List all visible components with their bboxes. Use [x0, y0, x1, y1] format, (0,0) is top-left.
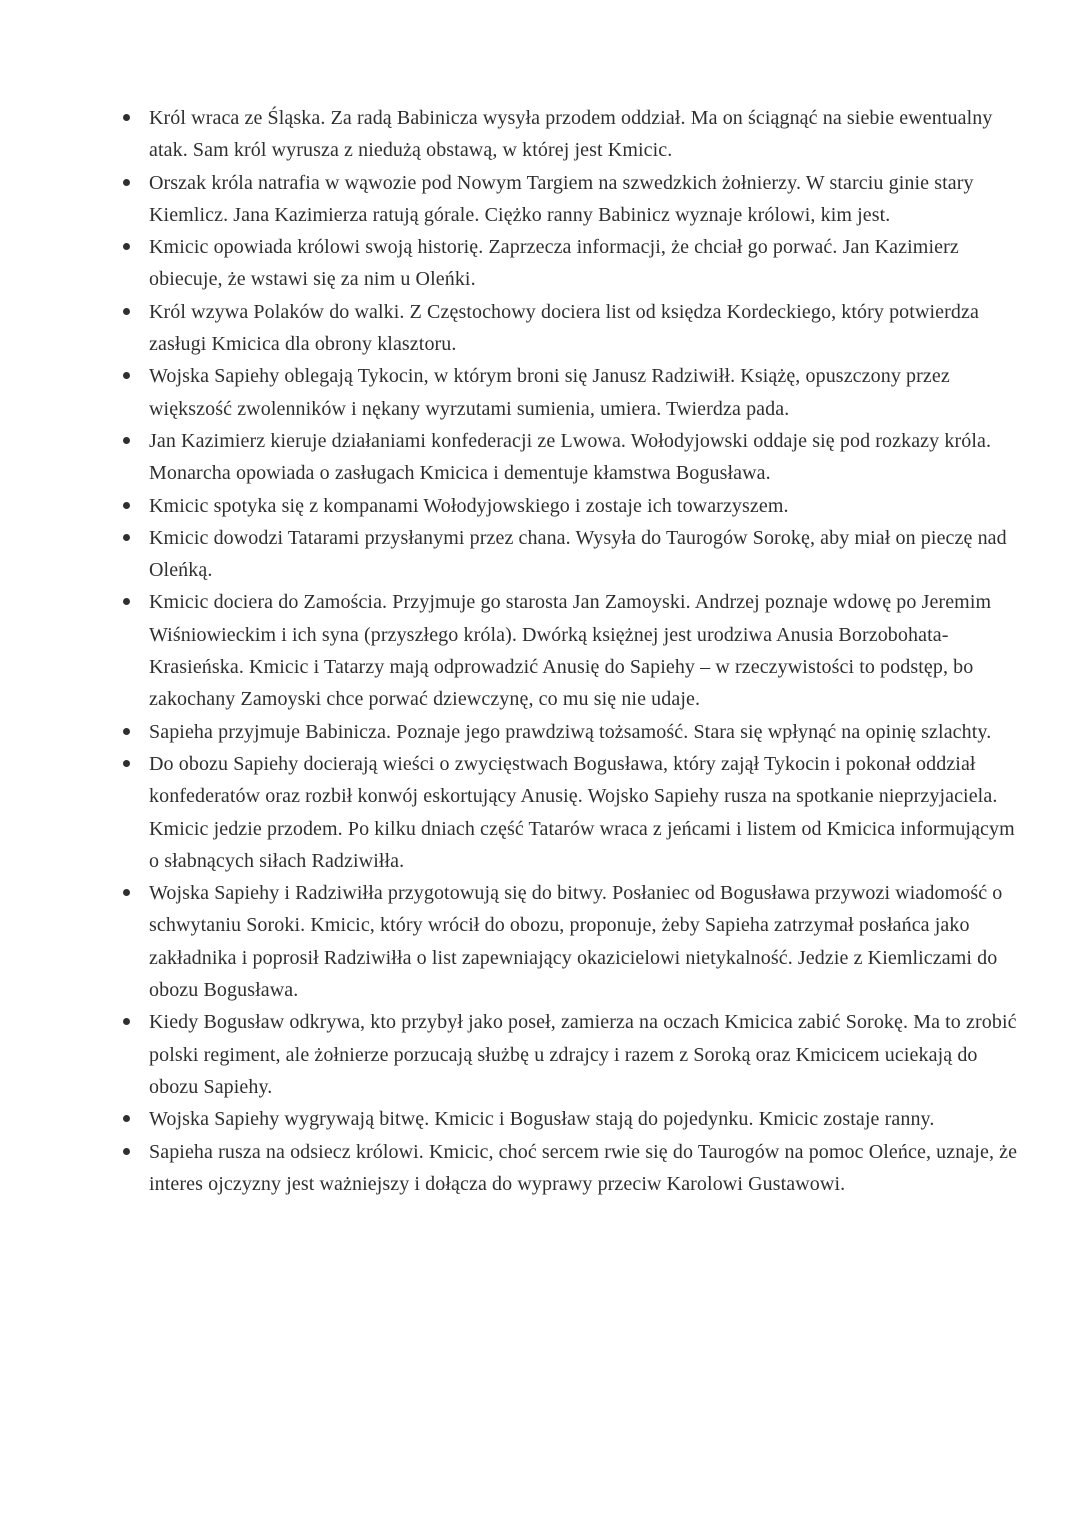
list-item — [122, 231, 1018, 296]
bullet-icon — [123, 728, 130, 735]
bullet-icon — [123, 243, 130, 250]
list-item-text: Sapieha przyjmuje Babinicza. Poznaje jego prawdziwą tożsamość. Stara się wpłynąć na opinię szlachty. — [149, 720, 992, 743]
list-item-text: Kmicic dowodzi Tatarami przysłanymi przez chana. Wysyła do Taurogów Sorokę, aby miał on pieczę nad Oleńką. — [149, 526, 1007, 582]
list-item-text: Orszak króla natrafia w wąwozie pod Nowym Targiem na szwedzkich żołnierzy. W starciu ginie stary Kiemlicz. Jana Kazimierza ratują górale. Ciężko ranny Babinicz wyznaje królowi, kim jest. — [149, 171, 974, 226]
list-item — [122, 102, 1018, 167]
list-item — [122, 716, 1018, 748]
list-item — [122, 586, 1018, 715]
list-item-text: Król wzywa Polaków do walki. Z Częstochowy dociera list od księdza Kordeckiego, który potwierdza zasługi Kmicica dla obrony klasztoru. — [149, 300, 979, 356]
list-item — [122, 167, 1018, 232]
list-item-text: Jan Kazimierz kieruje działaniami konfederacji ze Lwowa. Wołodyjowski oddaje się pod rozkazy króla. Monarcha opowiada o zasługach Kmicica i dementuje kłamstwa Bogusława. — [149, 429, 992, 485]
list-item — [122, 490, 1018, 522]
list-item — [122, 425, 1018, 490]
list-item-text: Wojska Sapiehy oblegają Tykocin, w którym broni się Janusz Radziwiłł. Książę, opuszczony przez większość zwolenników i nękany wyrzutami sumienia, umiera. Twierdza pada. — [149, 365, 950, 420]
list-item — [122, 1006, 1018, 1103]
bullet-icon — [123, 534, 130, 541]
bullet-icon — [123, 308, 130, 315]
list-item-text: Kmicic spotyka się z kompanami Wołodyjowskiego i zostaje ich towarzyszem. — [149, 494, 789, 517]
bullet-icon — [123, 889, 130, 896]
list-item-text: Wojska Sapiehy wygrywają bitwę. Kmicic i Bogusław stają do pojedynku. Kmicic zostaje ranny. — [149, 1108, 935, 1131]
list-item — [122, 1136, 1018, 1201]
list-item — [122, 877, 1018, 1006]
bullet-icon — [123, 1115, 130, 1122]
bullet-icon — [123, 179, 130, 186]
bullet-icon — [123, 598, 130, 605]
list-item — [122, 1103, 1018, 1135]
list-item-text: Kmicic dociera do Zamościa. Przyjmuje go starosta Jan Zamoyski. Andrzej poznaje wdowę po Jeremim Wiśniowieckim i ich syna (przyszłego króla). Dwórką księżnej jest urodziwa Anusia Borzobohata-Krasieńska. Kmicic i Tatarzy mają odprowadzić Anusię do Sapiehy – w rzeczywistości to podstęp, bo zakochany Zamoyski chce porwać dziewczynę, co mu się nie udaje. — [149, 591, 992, 711]
list-item-text: Sapieha rusza na odsiecz królowi. Kmicic, choć sercem rwie się do Taurogów na pomoc Oleńce, uznaje, że interes ojczyzny jest ważniejszy i dołącza do wyprawy przeciw Karolowi Gustawowi. — [149, 1140, 1018, 1195]
list-item-text: Do obozu Sapiehy docierają wieści o zwycięstwach Bogusława, który zajął Tykocin i pokonał oddział konfederatów oraz rozbił konwój eskortujący Anusię. Wojsko Sapiehy rusza na spotkanie nieprzyjaciela. Kmicic jedzie przodem. Po kilku dniach część Tatarów wraca z jeńcami i listem od Kmicica informującym o słabnących siłach Radziwiłła. — [149, 752, 1015, 872]
list-item-text: Król wraca ze Śląska. Za radą Babinicza wysyła przodem oddział. Ma on ściągnąć na siebie ewentualny atak. Sam król wyrusza z niedużą obstawą, w której jest Kmicic. — [149, 107, 993, 162]
list-item-text: Kmicic opowiada królowi swoją historię. Zaprzecza informacji, że chciał go porwać. Jan Kazimierz obiecuje, że wstawi się za nim u Oleńki. — [149, 236, 959, 291]
bullet-icon — [123, 502, 130, 509]
list-item — [122, 522, 1018, 587]
bullet-icon — [123, 437, 130, 444]
bullet-icon — [123, 114, 130, 121]
bullet-icon — [123, 760, 130, 767]
bullet-icon — [123, 1018, 130, 1025]
bullet-icon — [123, 1148, 130, 1155]
list-item — [122, 296, 1018, 361]
bullet-list — [122, 102, 1018, 1200]
list-item-text: Wojska Sapiehy i Radziwiłła przygotowują się do bitwy. Posłaniec od Bogusława przywozi wiadomość o schwytaniu Soroki. Kmicic, który wrócił do obozu, proponuje, żeby Sapieha zatrzymał posłańca jako zakładnika i poprosił Radziwiłła o list zapewniający okazicielowi nietykalność. Jedzie z Kiemliczami do obozu Bogusława. — [149, 882, 1003, 1002]
list-item-text: Kiedy Bogusław odkrywa, kto przybył jako poseł, zamierza na oczach Kmicica zabić Sorokę. Ma to zrobić polski regiment, ale żołnierze porzucają służbę u zdrajcy i razem z Soroką oraz Kmicicem uciekają do obozu Sapiehy. — [149, 1011, 1017, 1098]
list-item — [122, 748, 1018, 877]
bullet-icon — [123, 372, 130, 379]
list-item — [122, 360, 1018, 425]
